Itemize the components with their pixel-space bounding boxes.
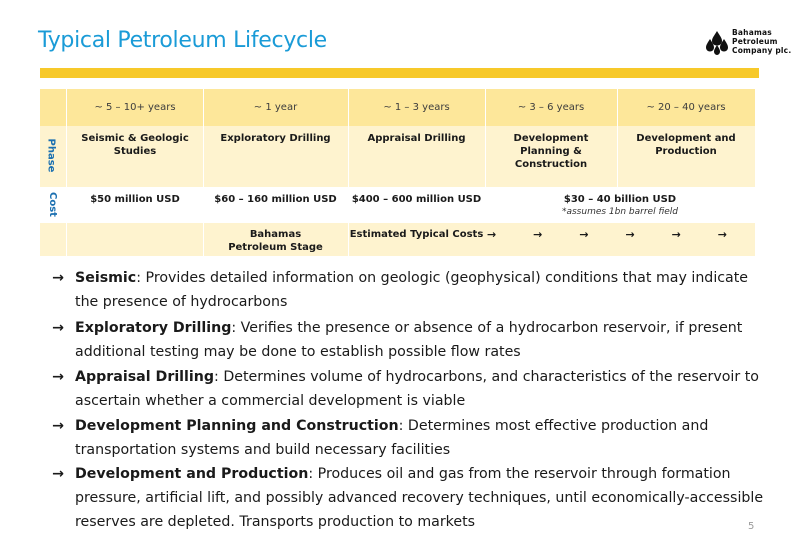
cost-value: $30 – 40 billion USD	[563, 194, 677, 205]
bullet-term: Seismic	[75, 270, 137, 286]
column-divider	[66, 89, 67, 256]
phase-cell: Appraisal Drilling	[367, 133, 466, 144]
duration-cell: ~ 5 – 10+ years	[94, 102, 176, 113]
phase-cell: Seismic & Geologic Studies	[81, 133, 189, 157]
page-number: 5	[748, 521, 755, 532]
cost-cell: $400 – 600 million USD	[351, 194, 482, 205]
bullet-arrow-icon: →	[52, 466, 64, 482]
bullet-term: Development Planning and Construction	[75, 418, 399, 434]
phase-label-text: Phase	[45, 138, 57, 173]
bullet-arrow-icon: →	[52, 369, 64, 385]
duration-cell: ~ 20 – 40 years	[646, 102, 726, 113]
cost-footnote: *assumes 1bn barrel field	[561, 207, 679, 217]
phase-row	[40, 126, 755, 187]
cost-cell: $50 million USD	[90, 194, 180, 205]
phase-cell: Development Planning & Construction	[513, 133, 589, 170]
phase-side-label	[40, 126, 65, 187]
logo-line-2: Petroleum	[732, 37, 778, 46]
right-arrow-icon: →	[671, 228, 681, 241]
bullet-term: Development and Production	[75, 466, 309, 482]
title-accent-bar	[40, 68, 759, 78]
phase-cell: Exploratory Drilling	[220, 133, 331, 144]
bullet-term: Appraisal Drilling	[75, 369, 215, 385]
bullet-text: : Provides detailed information on geologic (geophysical) conditions that may indicate the presence of hydrocarbons	[75, 270, 749, 310]
bullet-text: : Determines most effective production and transportation systems and build necessary facilities	[75, 418, 709, 458]
bullet-arrow-icon: →	[52, 320, 64, 336]
cost-side-label	[40, 187, 65, 223]
stage-label: Bahamas Petroleum Stage	[228, 229, 323, 253]
estimated-costs-label: Estimated Typical Costs	[349, 229, 484, 240]
logo-line-1: Bahamas	[732, 28, 772, 37]
bullet-arrow-icon: →	[52, 418, 64, 434]
column-divider	[348, 89, 349, 256]
right-arrow-icon: →	[487, 228, 497, 241]
oil-drops-logo-icon	[704, 30, 730, 56]
bullet-text: : Determines volume of hydrocarbons, and characteristics of the reservoir to ascertain whether a commercial development is viable	[75, 369, 759, 409]
page-title: Typical Petroleum Lifecycle	[38, 28, 327, 53]
arrow-sequence	[487, 228, 727, 241]
cost-label-text: Cost	[46, 192, 58, 217]
column-divider	[617, 89, 618, 187]
company-logo	[704, 24, 796, 60]
column-divider	[203, 89, 204, 256]
right-arrow-icon: →	[533, 228, 543, 241]
bullet-text: : Verifies the presence or absence of a hydrocarbon reservoir, if present additional testing may be done to establish possible flow rates	[75, 320, 743, 360]
logo-wordmark	[732, 28, 791, 55]
cost-cell-merged	[485, 187, 755, 223]
duration-cell: ~ 3 – 6 years	[517, 102, 585, 113]
right-arrow-icon: →	[625, 228, 635, 241]
phase-cell: Development and Production	[636, 133, 736, 157]
bullet-arrow-icon: →	[52, 270, 64, 286]
stage-row	[40, 223, 755, 256]
right-arrow-icon: →	[579, 228, 589, 241]
duration-cell: ~ 1 – 3 years	[383, 102, 450, 113]
cost-row	[40, 187, 755, 223]
column-divider	[485, 89, 486, 187]
logo-line-3: Company plc.	[732, 46, 792, 55]
right-arrow-icon: →	[717, 228, 727, 241]
cost-cell: $60 – 160 million USD	[214, 194, 337, 205]
bullet-term: Exploratory Drilling	[75, 320, 232, 336]
duration-row	[40, 89, 755, 126]
bullet-text: : Produces oil and gas from the reservoir through formation pressure, artificial lift, and possibly advanced recovery techniques, until economically-accessible reserves are depleted. Transports production to markets	[75, 466, 764, 530]
duration-cell: ~ 1 year	[253, 102, 298, 113]
